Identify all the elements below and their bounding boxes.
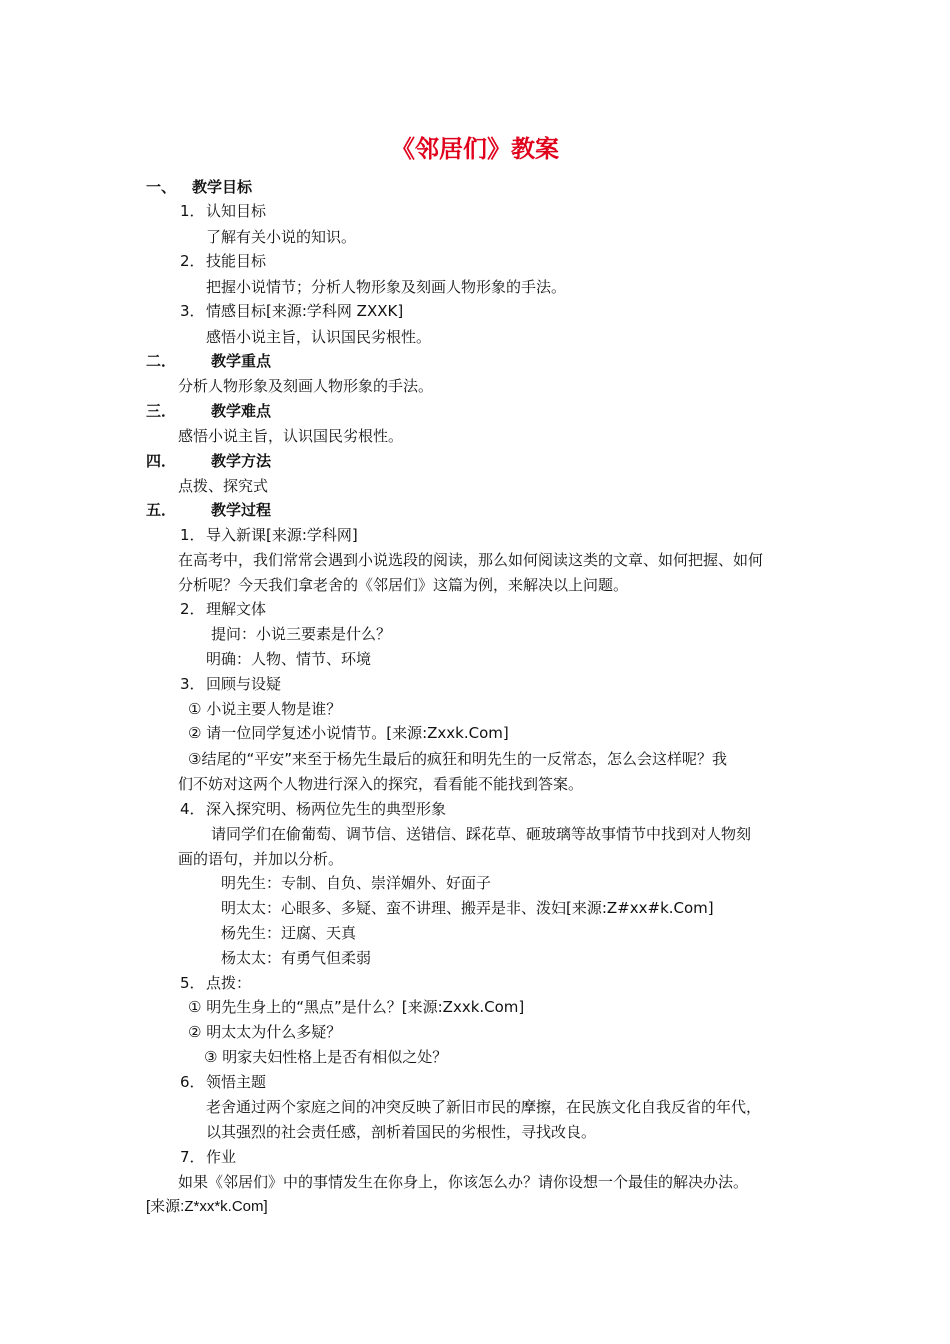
step-3-question-3b: 们不妨对这两个人物进行深入的探究，看看能不能找到答案。 [178, 775, 584, 793]
item-2-body: 把握小说情节；分析人物形象及刻画人物形象的手法。 [206, 278, 567, 296]
item-3-body: 感悟小说主旨，认识国民劣根性。 [206, 328, 432, 346]
step-6-line-1: 老舍通过两个家庭之间的冲突反映了新旧市民的摩擦，在民族文化自我反省的年代， [206, 1098, 762, 1116]
section-1-number: 一、 [146, 178, 177, 196]
step-1-title: 导入新课[来源:学科网] [206, 526, 358, 544]
step-6-number: 6． [180, 1073, 205, 1091]
item-1-number: 1． [180, 202, 205, 220]
character-ming-sir: 明先生：专制、自负、崇洋媚外、好面子 [221, 874, 492, 892]
step-5-question-2: ② 明太太为什么多疑？ [188, 1023, 342, 1041]
step-7-title: 作业 [206, 1148, 237, 1166]
step-6-title: 领悟主题 [206, 1073, 267, 1091]
step-7-line-1: 如果《邻居们》中的事情发生在你身上，你该怎么办？请你设想一个最佳的解决办法。 [178, 1173, 749, 1191]
section-5-number: 五． [146, 501, 177, 519]
step-2-answer: 明确：人物、情节、环境 [206, 650, 372, 668]
step-3-number: 3． [180, 675, 205, 693]
section-2-body: 分析人物形象及刻画人物形象的手法。 [178, 377, 434, 395]
step-5-title: 点拨： [206, 974, 252, 992]
step-5-number: 5． [180, 974, 205, 992]
step-5-question-1: ① 明先生身上的“黑点”是什么？[来源:Zxxk.Com] [188, 998, 525, 1016]
step-7-number: 7． [180, 1148, 205, 1166]
section-3-body: 感悟小说主旨，认识国民劣根性。 [178, 427, 404, 445]
step-1-line-2: 分析呢？今天我们拿老舍的《邻居们》这篇为例，来解决以上问题。 [178, 576, 629, 594]
step-1-line-1: 在高考中，我们常常会遇到小说选段的阅读，那么如何阅读这类的文章、如何把握、如何 [178, 551, 764, 569]
step-3-question-3a: ③结尾的“平安”来至于杨先生最后的疯狂和明先生的一反常态，怎么会这样呢？我 [188, 750, 727, 768]
section-2-number: 二． [146, 352, 177, 370]
document-title: 《邻居们》教案 [391, 135, 559, 163]
step-4-title: 深入探究明、杨两位先生的典型形象 [206, 800, 447, 818]
step-4-number: 4． [180, 800, 205, 818]
section-5-title: 教学过程 [211, 501, 272, 519]
item-1-body: 了解有关小说的知识。 [206, 228, 357, 246]
step-2-title: 理解文体 [206, 600, 267, 618]
step-2-question: 提问：小说三要素是什么？ [211, 625, 392, 643]
step-3-question-1: ① 小说主要人物是谁？ [188, 700, 342, 718]
step-1-number: 1． [180, 526, 205, 544]
item-1-title: 认知目标 [206, 202, 267, 220]
step-4-intro-2: 画的语句，并加以分析。 [178, 850, 344, 868]
section-3-number: 三． [146, 402, 177, 420]
step-5-question-3: ③ 明家夫妇性格上是否有相似之处？ [204, 1048, 448, 1066]
step-7-line-2: [来源:Z*xx*k.Com] [146, 1198, 268, 1215]
item-3-title: 情感目标[来源:学科网 ZXXK] [206, 302, 404, 320]
step-2-number: 2． [180, 600, 205, 618]
character-yang-sir: 杨先生：迂腐、天真 [221, 924, 357, 942]
step-6-line-2: 以其强烈的社会责任感，剖析着国民的劣根性，寻找改良。 [206, 1123, 597, 1141]
section-3-title: 教学难点 [211, 402, 272, 420]
step-3-title: 回顾与设疑 [206, 675, 282, 693]
item-2-number: 2． [180, 252, 205, 270]
item-3-number: 3． [180, 302, 205, 320]
section-4-number: 四． [146, 452, 177, 470]
character-yang-madam: 杨太太：有勇气但柔弱 [221, 949, 372, 967]
step-3-question-2: ② 请一位同学复述小说情节。[来源:Zxxk.Com] [188, 724, 509, 742]
section-4-title: 教学方法 [211, 452, 272, 470]
step-4-intro-1: 请同学们在偷葡萄、调节信、送错信、踩花草、砸玻璃等故事情节中找到对人物刻 [211, 825, 752, 843]
character-ming-madam: 明太太：心眼多、多疑、蛮不讲理、搬弄是非、泼妇[来源:Z#xx#k.Com] [221, 899, 714, 917]
item-2-title: 技能目标 [206, 252, 267, 270]
section-4-body: 点拨、探究式 [178, 477, 269, 495]
section-2-title: 教学重点 [211, 352, 272, 370]
section-1-title: 教学目标 [192, 178, 253, 196]
